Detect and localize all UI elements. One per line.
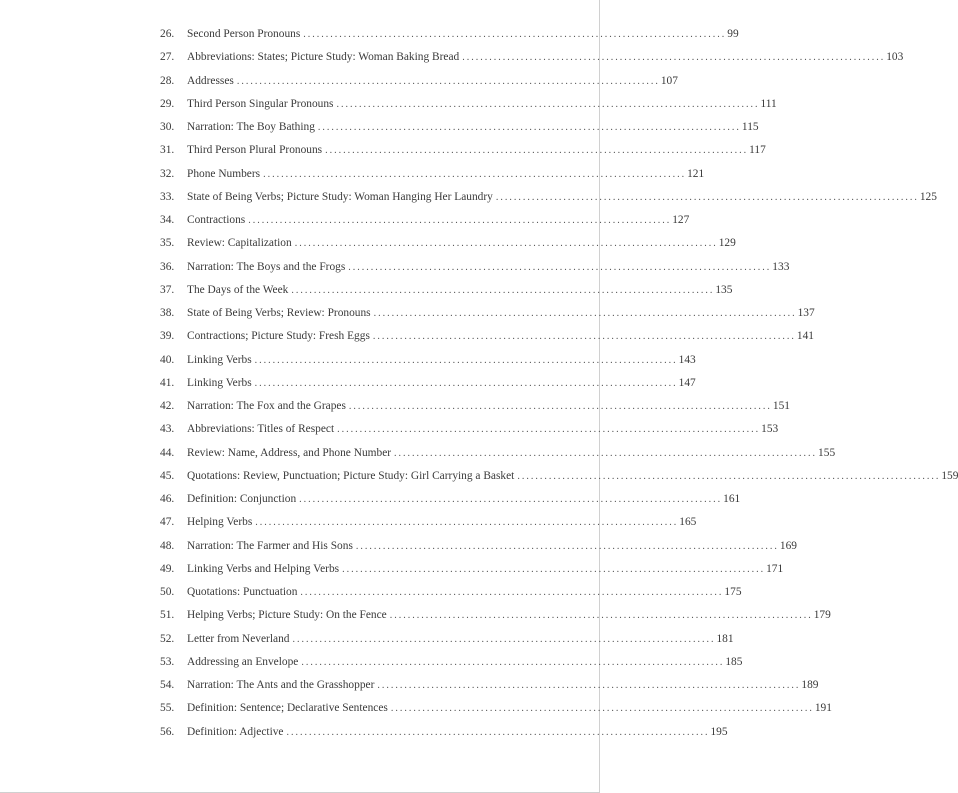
- toc-entry-number: 46.: [160, 493, 175, 505]
- toc-entry-title: Third Person Singular Pronouns: [187, 97, 334, 110]
- toc-entry: [160, 166, 705, 189]
- toc-entry-page: 129: [718, 237, 736, 250]
- toc-entry-page: 135: [715, 283, 733, 296]
- toc-entry-title: Narration: The Boys and the Frogs: [187, 260, 346, 273]
- toc-entry: [160, 631, 734, 654]
- toc-entry-page: 155: [818, 446, 836, 459]
- toc-entry-title: State of Being Verbs; Picture Study: Woman Hanging Her Laundry: [187, 190, 493, 203]
- toc-entry-title: Definition: Adjective: [187, 725, 284, 738]
- toc-entry-page: 191: [814, 702, 832, 715]
- toc-entry-title: Narration: The Ants and the Grasshopper: [187, 679, 375, 691]
- toc-entry: [160, 282, 733, 305]
- dot-leader: [348, 260, 769, 276]
- toc-entry-title: Addresses: [187, 74, 234, 87]
- toc-entry: [160, 328, 814, 351]
- toc-entry: [160, 421, 779, 444]
- toc-entry-title: Abbreviations: Titles of Respect: [187, 423, 335, 436]
- toc-entry-title: Narration: The Boy Bathing: [187, 121, 315, 133]
- toc-entry-title: Quotations: Punctuation: [187, 586, 298, 598]
- toc-entry-number: 44.: [160, 446, 175, 459]
- toc-entry-number: 39.: [160, 330, 175, 343]
- toc-entry-number: 52.: [160, 632, 175, 645]
- dot-leader: [299, 492, 720, 508]
- dot-leader: [300, 585, 721, 601]
- toc-entry-number: 35.: [160, 237, 175, 250]
- toc-entry: [160, 259, 790, 282]
- dot-leader: [496, 190, 917, 206]
- dot-leader: [391, 701, 812, 717]
- dot-leader: [373, 329, 794, 345]
- toc-entry-title: Linking Verbs: [187, 376, 252, 389]
- toc-entry-number: 43.: [160, 423, 175, 436]
- dot-leader: [349, 399, 770, 415]
- toc-entry-number: 34.: [160, 214, 175, 226]
- toc-entry-page: 171: [766, 562, 784, 575]
- dot-leader: [462, 50, 883, 66]
- toc-entry-title: State of Being Verbs; Review: Pronouns: [187, 307, 371, 319]
- toc-entry-page: 181: [716, 632, 734, 645]
- toc-entry-number: 31.: [160, 144, 175, 157]
- toc-entry: [160, 561, 784, 584]
- dot-leader: [325, 143, 746, 159]
- toc-entry-number: 28.: [160, 74, 175, 87]
- toc-entry-number: 41.: [160, 376, 175, 389]
- toc-entry-number: 45.: [160, 469, 175, 482]
- toc-entry: [160, 352, 696, 375]
- toc-entry-number: 53.: [160, 655, 175, 668]
- toc-entry-page: 179: [813, 609, 831, 622]
- toc-entry-number: 56.: [160, 725, 175, 738]
- dot-leader: [337, 422, 758, 438]
- toc-entry-number: 38.: [160, 307, 175, 319]
- dot-leader: [342, 562, 763, 578]
- toc-entry-title: Contractions; Picture Study: Fresh Eggs: [187, 330, 370, 343]
- toc-entry-number: 49.: [160, 562, 175, 575]
- toc-entry-number: 47.: [160, 516, 175, 529]
- dot-leader: [292, 632, 713, 648]
- toc-entry-page: 117: [749, 144, 766, 157]
- toc-entry: [160, 212, 690, 235]
- dot-leader: [248, 213, 669, 229]
- toc-entry-title: Linking Verbs and Helping Verbs: [187, 562, 340, 575]
- toc-entry-title: Definition: Sentence; Declarative Sentences: [187, 702, 388, 715]
- toc-entry-page: 137: [797, 307, 815, 319]
- toc-entry: [160, 584, 742, 607]
- toc-entry-number: 30.: [160, 121, 175, 133]
- toc-entry-page: 169: [779, 539, 797, 552]
- toc-entry-title: Narration: The Farmer and His Sons: [187, 539, 353, 552]
- dot-leader: [237, 74, 658, 90]
- toc-entry-number: 50.: [160, 586, 175, 598]
- dot-leader: [303, 27, 724, 43]
- toc-entry-number: 36.: [160, 260, 175, 273]
- dot-leader: [318, 120, 739, 136]
- toc-entry-title: Contractions: [187, 214, 246, 226]
- toc-entry-title: Linking Verbs: [187, 353, 252, 366]
- toc-entry-number: 40.: [160, 353, 175, 366]
- toc-entry-page: 189: [801, 679, 819, 691]
- toc-entry: [160, 491, 741, 514]
- toc-entry-page: 147: [678, 376, 696, 389]
- toc-entry-page: 115: [741, 121, 759, 133]
- toc-entry: [160, 538, 797, 561]
- toc-entry: [160, 677, 819, 700]
- toc-entry-page: 111: [760, 97, 777, 110]
- toc-entry: [160, 375, 696, 398]
- toc-entry-page: 153: [761, 423, 779, 436]
- dot-leader: [390, 608, 811, 624]
- dot-leader: [356, 539, 777, 555]
- toc-entry-page: 185: [725, 655, 743, 668]
- dot-leader: [255, 515, 676, 531]
- dot-leader: [263, 167, 684, 183]
- toc-entry-title: Phone Numbers: [187, 167, 261, 180]
- toc-entry: [160, 654, 743, 677]
- toc-entry-title: Letter from Neverland: [187, 632, 290, 645]
- toc-entry: [160, 607, 831, 630]
- toc-entry: [160, 305, 815, 328]
- dot-leader: [295, 236, 716, 252]
- toc-entry-page: 127: [672, 214, 690, 226]
- toc-entry: [160, 142, 766, 165]
- toc-entry-number: 37.: [160, 283, 175, 296]
- toc-entry-number: 29.: [160, 97, 175, 110]
- toc-entry-title: Third Person Plural Pronouns: [187, 144, 323, 157]
- toc-entry-page: 103: [886, 51, 904, 64]
- toc-entry-page: 175: [724, 586, 742, 598]
- toc-entry-title: Review: Capitalization: [187, 237, 292, 250]
- toc-entry: [160, 468, 958, 491]
- toc-entry-number: 42.: [160, 400, 175, 412]
- toc-entry: [160, 445, 836, 468]
- dot-leader: [517, 469, 938, 485]
- dot-leader: [286, 725, 707, 741]
- toc-entry-page: 133: [772, 260, 790, 273]
- toc-entry-number: 27.: [160, 51, 175, 64]
- toc-entry: [160, 235, 736, 258]
- dot-leader: [337, 97, 758, 113]
- toc-entry-page: 165: [679, 516, 697, 529]
- toc-entry-number: 51.: [160, 609, 175, 622]
- dot-leader: [291, 283, 712, 299]
- toc-entry-page: 141: [796, 330, 814, 343]
- toc-entry: [160, 700, 832, 723]
- toc-entry: [160, 724, 728, 747]
- toc-entry: [160, 398, 790, 421]
- toc-entry-title: Second Person Pronouns: [187, 28, 301, 40]
- toc-entry-page: 107: [660, 74, 678, 87]
- toc-entry-number: 33.: [160, 190, 175, 203]
- toc-entry: [160, 49, 904, 72]
- toc-entry-title: Abbreviations: States; Picture Study: Woman Baking Bread: [187, 51, 460, 64]
- toc-entry-number: 54.: [160, 679, 175, 691]
- toc-entry-number: 48.: [160, 539, 175, 552]
- toc-entry-title: Helping Verbs: [187, 516, 253, 529]
- toc-entry-number: 32.: [160, 167, 175, 180]
- dot-leader: [301, 655, 722, 671]
- toc-entry: [160, 73, 678, 96]
- toc-entry: [160, 189, 937, 212]
- toc-entry: [160, 96, 777, 119]
- toc-entry-title: Review: Name, Address, and Phone Number: [187, 446, 392, 459]
- table-of-contents: [160, 26, 958, 747]
- toc-entry-title: Addressing an Envelope: [187, 655, 299, 668]
- dot-leader: [394, 446, 815, 462]
- dot-leader: [374, 306, 795, 322]
- dot-leader: [377, 678, 798, 694]
- toc-entry-page: 99: [727, 28, 739, 40]
- toc-entry-page: 143: [678, 353, 696, 366]
- toc-entry-page: 159: [941, 469, 958, 482]
- toc-entry: [160, 514, 697, 537]
- toc-entry: [160, 119, 759, 142]
- toc-entry-number: 26.: [160, 28, 175, 40]
- toc-entry-title: Narration: The Fox and the Grapes: [187, 400, 346, 412]
- toc-entry-title: Quotations: Review, Punctuation; Picture Study: Girl Carrying a Basket: [187, 469, 515, 482]
- toc-entry-page: 161: [723, 493, 741, 505]
- toc-entry-title: The Days of the Week: [187, 283, 289, 296]
- dot-leader: [255, 376, 676, 392]
- toc-entry-page: 151: [772, 400, 790, 412]
- toc-entry-number: 55.: [160, 702, 175, 715]
- toc-entry-title: Helping Verbs; Picture Study: On the Fence: [187, 609, 387, 622]
- toc-entry-page: 121: [687, 167, 705, 180]
- toc-entry-title: Definition: Conjunction: [187, 493, 297, 505]
- dot-leader: [255, 353, 676, 369]
- toc-entry: [160, 26, 739, 49]
- toc-entry-page: 195: [710, 725, 728, 738]
- toc-entry-page: 125: [919, 190, 937, 203]
